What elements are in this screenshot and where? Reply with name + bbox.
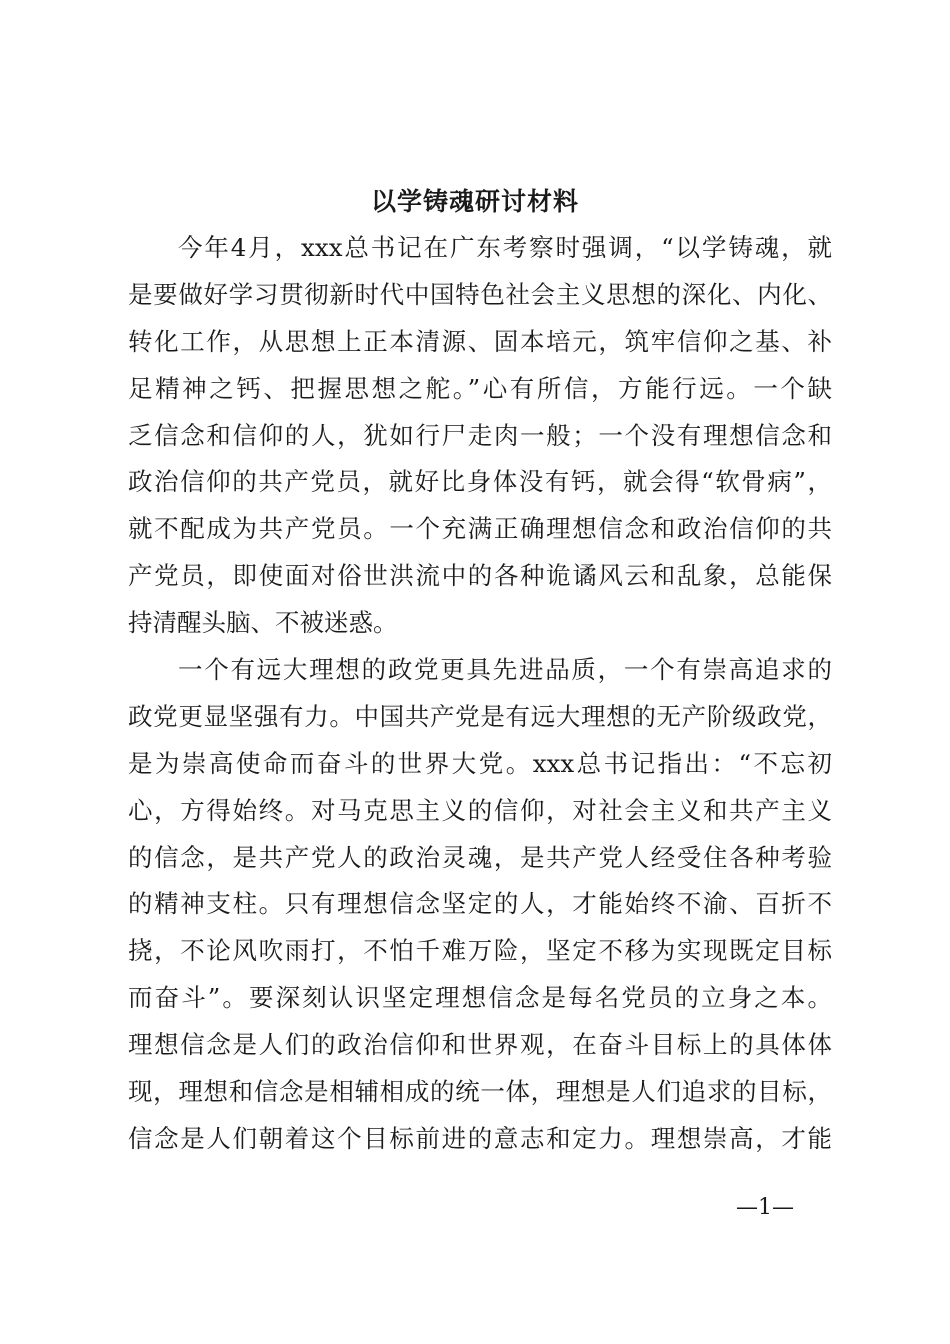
body-line: 政党更显坚强有力。中国共产党是有远大理想的无产阶级政党， bbox=[128, 701, 832, 731]
document-body bbox=[128, 225, 832, 1163]
body-line: 今年4月，xxx总书记在广东考察时强调，“以学铸魂，就 bbox=[178, 233, 832, 262]
body-line: 乏信念和信仰的人，犹如行尸走肉一般；一个没有理想信念和 bbox=[128, 420, 832, 450]
body-line: 而奋斗”。要深刻认识坚定理想信念是每名党员的立身之本。 bbox=[128, 983, 832, 1013]
body-line: 心，方得始终。对马克思主义的信仰，对社会主义和共产主义 bbox=[128, 795, 832, 825]
document-title: 以学铸魂研讨材料 bbox=[370, 187, 579, 216]
body-line: 的信念，是共产党人的政治灵魂，是共产党人经受住各种考验 bbox=[128, 842, 832, 872]
body-line: 产党员，即使面对俗世洪流中的各种诡谲风云和乱象，总能保 bbox=[128, 561, 832, 591]
body-line: 政治信仰的共产党员，就好比身体没有钙，就会得“软骨病”， bbox=[128, 467, 832, 497]
body-line: 转化工作，从思想上正本清源、固本培元，筑牢信仰之基、补 bbox=[128, 326, 832, 356]
body-line: 现，理想和信念是相辅相成的统一体，理想是人们追求的目标， bbox=[128, 1077, 832, 1107]
body-line: 挠，不论风吹雨打，不怕千难万险，坚定不移为实现既定目标 bbox=[128, 936, 832, 966]
body-line: 就不配成为共产党员。一个充满正确理想信念和政治信仰的共 bbox=[128, 514, 832, 544]
body-line: 理想信念是人们的政治信仰和世界观，在奋斗目标上的具体体 bbox=[128, 1030, 832, 1060]
body-line: 足精神之钙、把握思想之舵。”心有所信，方能行远。一个缺 bbox=[128, 373, 832, 403]
body-line: 信念是人们朝着这个目标前进的意志和定力。理想崇高，才能 bbox=[128, 1123, 832, 1153]
body-line: 是为崇高使命而奋斗的世界大党。xxx总书记指出：“不忘初 bbox=[128, 748, 832, 778]
body-line: 持清醒头脑、不被迷惑。 bbox=[128, 608, 398, 638]
body-line: 的精神支柱。只有理想信念坚定的人，才能始终不渝、百折不 bbox=[128, 889, 832, 919]
page-number: —1— bbox=[736, 1195, 794, 1220]
body-line: 是要做好学习贯彻新时代中国特色社会主义思想的深化、内化、 bbox=[128, 279, 832, 309]
body-line: 一个有远大理想的政党更具先进品质，一个有崇高追求的 bbox=[178, 655, 832, 685]
